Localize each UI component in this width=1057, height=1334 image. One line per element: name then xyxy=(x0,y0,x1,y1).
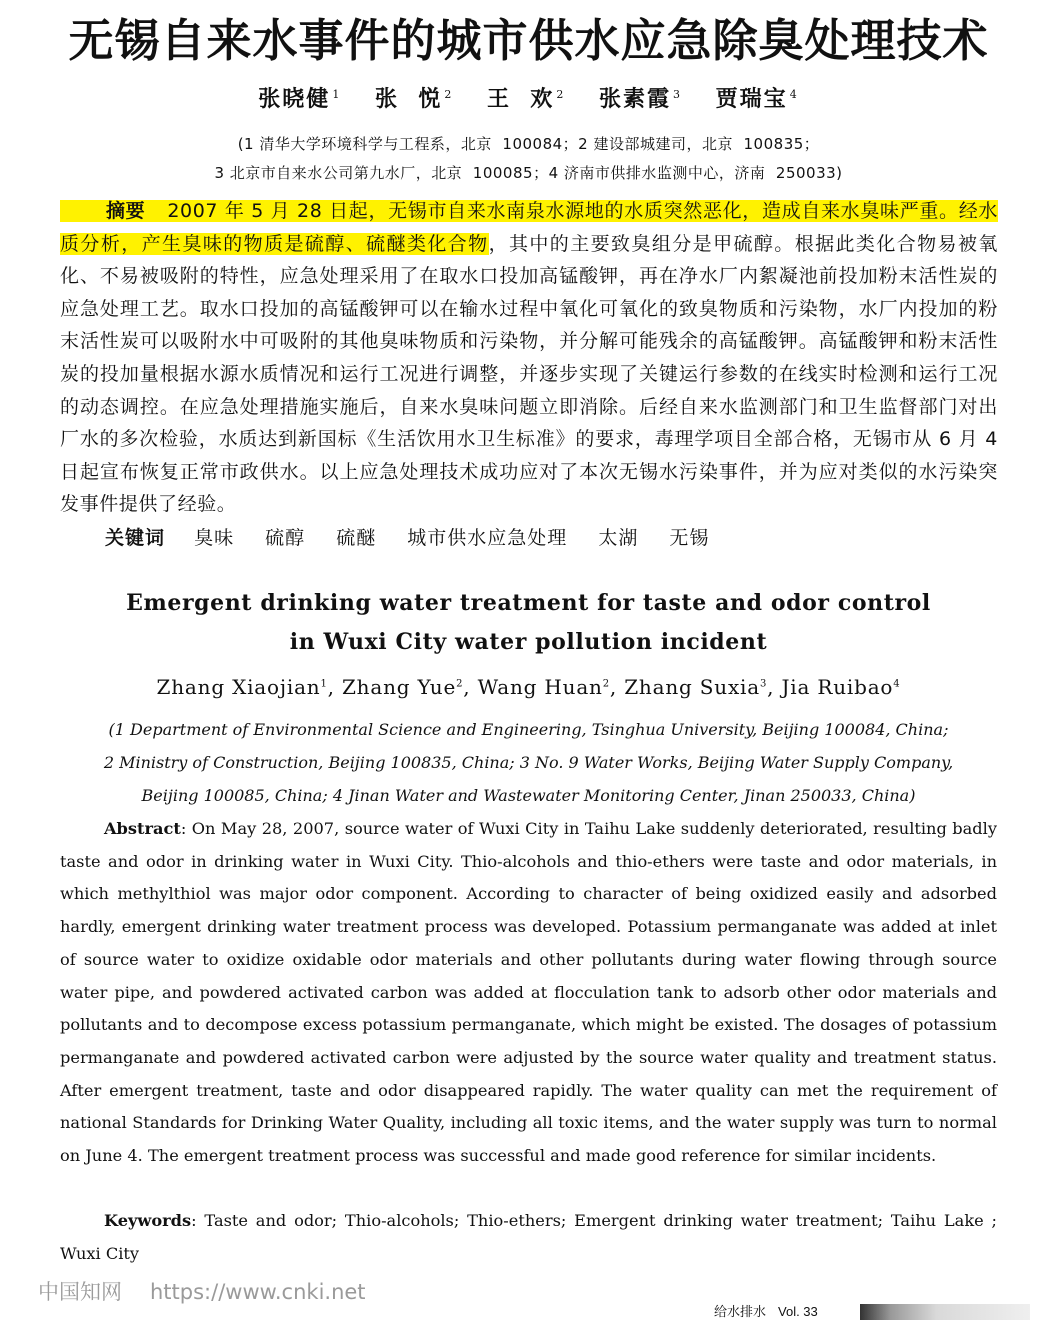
authors-cn xyxy=(0,82,1057,113)
author-sup: 3 xyxy=(759,678,768,690)
author-en xyxy=(342,675,463,699)
keyword-cn: 无锡 xyxy=(669,527,710,549)
keywords-en-label: Keywords xyxy=(104,1211,192,1230)
author-sup: 2 xyxy=(444,87,454,101)
abstract-en xyxy=(60,813,997,1173)
author-sup: 1 xyxy=(320,678,328,690)
author-cn xyxy=(375,87,453,112)
footer-volume: Vol. 33 xyxy=(778,1304,818,1319)
footer-journal: 给水排水 xyxy=(714,1305,767,1320)
author-name: Wang Huan xyxy=(477,675,603,699)
keyword-cn: 太湖 xyxy=(598,527,639,549)
author-name: Zhang Yue xyxy=(341,675,457,699)
abstract-cn-label: 摘要 xyxy=(106,200,146,222)
keywords-en xyxy=(60,1205,997,1270)
author-name: 贾瑞宝 xyxy=(715,87,788,112)
author-sup: 2 xyxy=(602,678,610,690)
affiliation-en-line: 2 Ministry of Construction, Beijing 100835, China; 3 No. 9 Water Works, Beijing Water Supply Company, xyxy=(103,753,954,772)
author-en xyxy=(157,675,328,699)
watermark-name: 中国知网 xyxy=(38,1280,122,1304)
paper-title-cn: 无锡自来水事件的城市供水应急除臭处理技术 xyxy=(68,14,989,67)
affiliation-en-line: (1 Department of Environmental Science and Engineering, Tsinghua University, Beijing 100084, China; xyxy=(108,720,949,739)
author-en xyxy=(478,675,610,699)
affiliation-en-line: Beijing 100085, China; 4 Jinan Water and Wastewater Monitoring Center, Jinan 250033, China) xyxy=(141,786,916,805)
author-sup: 1 xyxy=(332,87,342,101)
keyword-cn: 硫醇 xyxy=(265,527,306,549)
keyword-cn: 臭味 xyxy=(194,527,235,549)
author-sup: 2 xyxy=(456,678,464,690)
abstract-cn xyxy=(60,195,998,521)
abstract-en-label: Abstract xyxy=(104,819,181,838)
paper-title-en-line: Emergent drinking water treatment for taste and odor control xyxy=(126,590,931,616)
abstract-cn-highlight-text: 2007 年 5 月 28 日起，无锡市自来水南泉水源地的水质突然恶化，造成自来水臭味严重。经水质分析，产生臭味的物质是硫醇、硫醚类化合物 xyxy=(60,200,998,255)
keyword-cn: 硫醚 xyxy=(336,527,377,549)
cnki-watermark xyxy=(38,1276,366,1306)
abstract-cn-text: ，其中的主要致臭组分是甲硫醇。根据此类化合物易被氧化、不易被吸附的特性，应急处理采用了在取水口投加高锰酸钾，再在净水厂内絮凝池前投加粉末活性炭的应急处理工艺。取水口投加的高锰酸钾可以在输水过程中氧化可氧化的致臭物质和污染物，水厂内投加的粉末活性炭可以吸附水中可吸附的其他臭味物质和污染物，并分解可能残余的高锰酸钾。高锰酸钾和粉末活性炭的投加量根据水源水质情况和运行工况进行调整，并逐步实现了关键运行参数的在线实时检测和运行工况的动态调控。在应急处理措施实施后，自来水臭味问题立即消除。后经自来水监测部门和卫生监督部门对出厂水的多次检验，水质达到新国标《生活饮用水卫生标准》的要求，毒理学项目全部合格，无锡市从 6 月 4 日起宣布恢复正常市政供水。以上应急处理技术成功应对了本次无锡水污染事件，并为应对类似的水污染突发事件提供了经验。 xyxy=(60,232,998,516)
author-name: Zhang Suxia xyxy=(624,675,760,699)
author-cn xyxy=(258,87,341,112)
keyword-cn: 城市供水应急处理 xyxy=(407,527,568,549)
author-sup: 2 xyxy=(556,87,566,101)
author-cn xyxy=(716,87,799,112)
author-sup: 3 xyxy=(673,87,682,101)
watermark-url: https://www.cnki.net xyxy=(150,1280,366,1304)
author-name: 张 悦 xyxy=(374,87,443,112)
affiliation-cn-line: (1 清华大学环境科学与工程系，北京 100084；2 建设部城建司，北京 100835； xyxy=(237,135,820,153)
author-name: Jia Ruibao xyxy=(781,675,894,699)
author-en xyxy=(624,675,767,699)
author-name: Zhang Xiaojian xyxy=(156,675,321,699)
author-cn xyxy=(599,87,682,112)
author-sup: 4 xyxy=(789,87,799,101)
abstract-en-text: : On May 28, 2007, source water of Wuxi City in Taihu Lake suddenly deteriorated, resulting badly taste and odor in drinking water in Wuxi City. Thio-alcohols and thio-ethers were taste and odor materials, in which methylthiol was major odor component. According to character of being oxidized easily and adsorbed hardly, emergent drinking water treatment process was developed. Potassium permanganate was added at inlet of source water to oxidize oxidable odor materials and other pollutants during water flowing through source water pipe, and powdered activated carbon was added at flocculation tank to adsorb other odor materials and pollutants and to decompose excess potassium permanganate, which might be existed. The dosages of potassium permanganate and powdered activated carbon were adjusted by the source water quality and treatment status. After emergent treatment, taste and odor disappeared rapidly. The water quality can met the requirement of national Standards for Drinking Water Quality, including all toxic items, and the water supply was turn to normal on June 4. The emergent treatment process was successful and made good reference for similar incidents. xyxy=(60,819,997,1166)
author-sup: 4 xyxy=(893,678,901,690)
affiliation-cn-line: 3 北京市自来水公司第九水厂，北京 100085；4 济南市供排水监测中心，济南 250033) xyxy=(214,164,843,182)
footer-bar xyxy=(860,1304,1030,1320)
page-footer xyxy=(714,1301,818,1320)
author-name: 张晓健 xyxy=(258,87,331,112)
author-name: 王 欢 xyxy=(486,87,555,112)
author-cn xyxy=(487,87,565,112)
keywords-cn xyxy=(105,523,733,550)
author-name: 张素霞 xyxy=(598,87,671,112)
paper-title-en-line: in Wuxi City water pollution incident xyxy=(289,629,768,655)
authors-en: Zhang Xiaojian$^1$, Zhang Yue$^2$, Wang Huan$^2$, Zhang Suxia$^3$, Jia Ruibao$^4$ xyxy=(156,675,901,699)
keywords-en-text: : Taste and odor; Thio-alcohols; Thio-ethers; Emergent drinking water treatment; Taihu Lake ; Wuxi City xyxy=(60,1211,997,1263)
author-en xyxy=(781,675,900,699)
keywords-cn-label: 关键词 xyxy=(105,527,166,549)
